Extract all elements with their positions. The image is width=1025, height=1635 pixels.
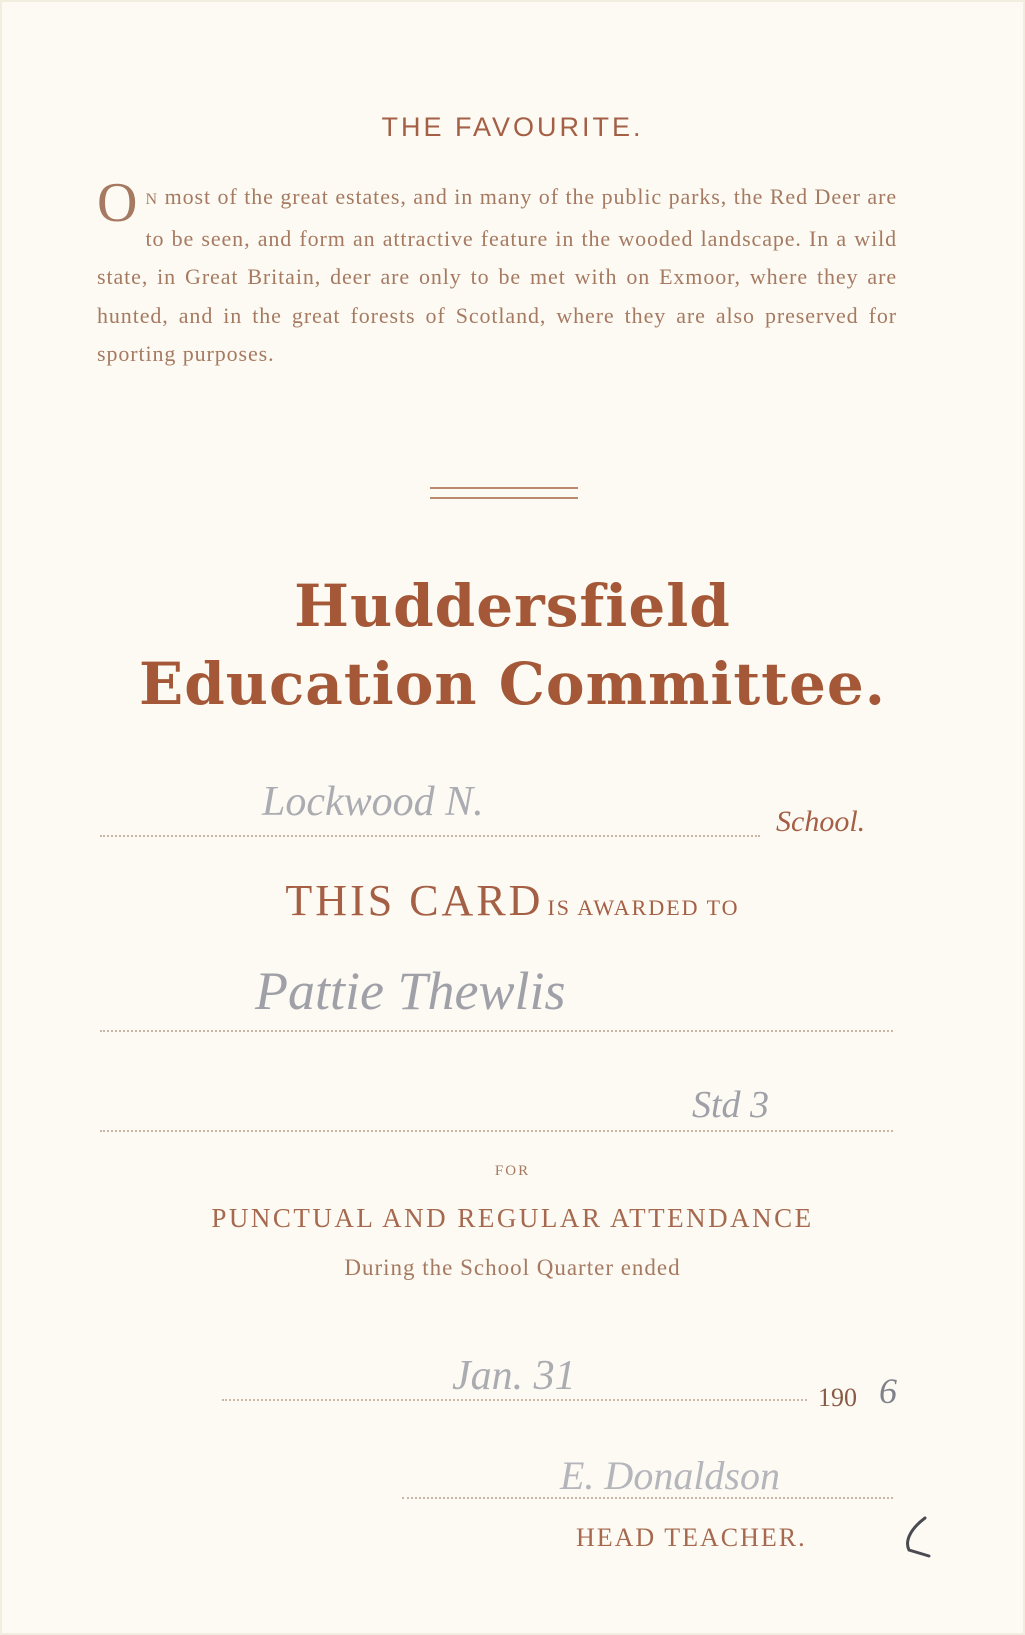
- head-teacher-label: HEAD TEACHER.: [576, 1523, 807, 1552]
- school-handwritten: Lockwood N.: [262, 779, 484, 825]
- year-printed: 190: [818, 1383, 857, 1412]
- this-card-text: THIS CARD: [285, 876, 544, 925]
- name-dotted-line: [100, 1030, 893, 1032]
- card-heading: THE FAVOURITE.: [381, 112, 644, 142]
- signature-dotted-line: [402, 1497, 893, 1499]
- date-dotted-line: [222, 1399, 807, 1401]
- divider-rule-top: [430, 487, 578, 489]
- punctual-attendance: PUNCTUAL AND REGULAR ATTENDANCE: [211, 1203, 814, 1233]
- divider-rule-bottom: [430, 497, 578, 499]
- for-label: FOR: [494, 1163, 531, 1179]
- title-education-committee: Education Committee.: [139, 650, 886, 718]
- small-cap: N: [145, 191, 159, 208]
- standard-dotted-line: [100, 1130, 893, 1132]
- school-label: School.: [776, 805, 866, 838]
- title-huddersfield: Huddersfield: [294, 572, 731, 640]
- standard-handwritten: Std 3: [692, 1084, 770, 1126]
- drop-cap: O: [97, 172, 138, 234]
- paragraph-text: most of the great estates, and in many of the public parks, the Red Deer are to be seen, and form an attractive feature in the wooded landscape. In a wild state, in Great Britain, deer are only to be met with on Exmoor, where they are hunted, and in the great forests of Scotland, where they are also preserved for sporting purposes.: [97, 184, 897, 366]
- awarded-line: [0, 875, 1025, 926]
- date-handwritten: Jan. 31: [452, 1353, 576, 1399]
- during-quarter: During the School Quarter ended: [344, 1255, 681, 1280]
- year-handwritten: 6: [879, 1371, 897, 1411]
- name-handwritten: Pattie Thewlis: [255, 961, 566, 1021]
- is-awarded-to-text: IS AWARDED TO: [547, 895, 740, 920]
- signature-handwritten: E. Donaldson: [560, 1453, 780, 1498]
- pen-flourish-mark: [895, 1512, 935, 1562]
- deer-paragraph: [97, 172, 897, 374]
- school-dotted-line: [100, 835, 760, 837]
